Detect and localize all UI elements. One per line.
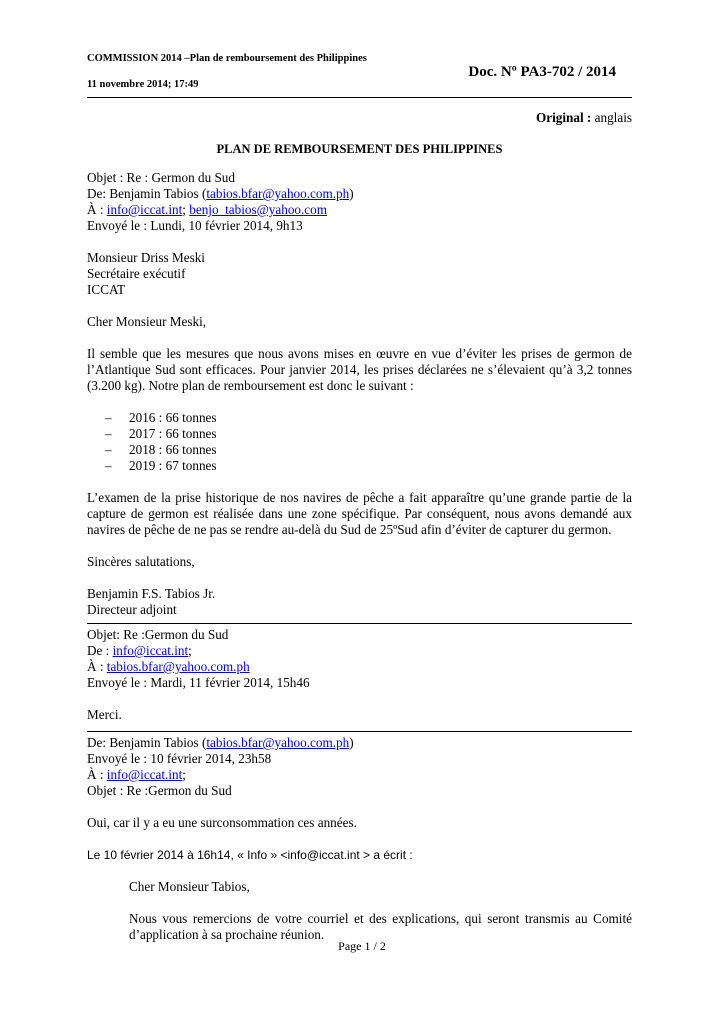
- letter-salutation: Cher Monsieur Meski,: [87, 314, 207, 329]
- email3-from-suffix: ): [349, 735, 354, 750]
- original-value: anglais: [594, 110, 632, 125]
- plan-item-text: 2018 : 66 tonnes: [129, 442, 217, 457]
- list-item: [87, 410, 632, 426]
- dash-bullet: –: [105, 426, 112, 441]
- email3-to: [87, 767, 632, 783]
- signer-title: Directeur adjoint: [87, 602, 177, 617]
- original-language: [536, 110, 632, 126]
- email1-sent: Envoyé le : Lundi, 10 février 2014, 9h13: [87, 218, 303, 233]
- header-divider: [87, 97, 632, 98]
- email2-sent: Envoyé le : Mardi, 11 février 2014, 15h46: [87, 675, 310, 690]
- email2-from: [87, 643, 632, 659]
- email2-body: Merci.: [87, 707, 122, 722]
- dash-bullet: –: [105, 442, 112, 457]
- email3-from-prefix: De: Benjamin Tabios (: [87, 735, 207, 750]
- letter-paragraph-2: L’examen de la prise historique de nos navires de pêche a fait apparaître qu’une grande partie de la capture de germon est réalisée dans une zone spécifique. Par conséquent, nous avons demandé aux navires de pêche de ne pas se rendre au-delà du Sud de 25ºSud afin d’éviter de capturer du germon.: [87, 490, 632, 537]
- email1-subject: Objet : Re : Germon du Sud: [87, 170, 235, 185]
- quote-salutation: Cher Monsieur Tabios,: [129, 879, 250, 894]
- page-number: Page 1 / 2: [338, 939, 386, 953]
- email3-to-prefix: À :: [87, 767, 107, 782]
- email3-to-email-link[interactable]: info@iccat.int: [106, 767, 183, 782]
- email1-to: [87, 202, 632, 218]
- letter-paragraph-1: Il semble que les mesures que nous avons mises en œuvre en vue d’éviter les prises de germon de l’Atlantique Sud sont efficaces. Pour janvier 2014, les prises déclarées ne s’élevaient qu’à 3,2 tonnes (3.200 kg). Notre plan de remboursement est donc le suivant :: [87, 346, 632, 393]
- email1-to-prefix: À :: [87, 202, 107, 217]
- list-item: [87, 458, 632, 474]
- email1-to-email1-link[interactable]: info@iccat.int: [106, 202, 183, 217]
- email1-from-suffix: ): [349, 186, 354, 201]
- recipient-name: Monsieur Driss Meski: [87, 250, 205, 265]
- plan-item-text: 2019 : 67 tonnes: [129, 458, 217, 473]
- quote-paragraph: Nous vous remercions de votre courriel et des explications, qui seront transmis au Comité d’application à sa prochaine réunion.: [129, 911, 632, 942]
- email2-subject: Objet: Re :Germon du Sud: [87, 627, 229, 642]
- email2-to-prefix: À :: [87, 659, 107, 674]
- email1-from: [87, 186, 632, 202]
- dash-bullet: –: [105, 458, 112, 473]
- recipient-org: ICCAT: [87, 282, 126, 297]
- quote-header: Le 10 février 2014 à 16h14, « Info » <info@iccat.int > a écrit :: [87, 848, 413, 862]
- email3-sent: Envoyé le : 10 février 2014, 23h58: [87, 751, 272, 766]
- header-commission: COMMISSION 2014 –Plan de remboursement des Philippines: [87, 53, 367, 64]
- header-doc-number: Doc. Nº PA3-702 / 2014: [468, 64, 616, 80]
- email2-to: [87, 659, 632, 675]
- document-body: [87, 170, 632, 943]
- dash-bullet: –: [105, 410, 112, 425]
- email2-from-prefix: De :: [87, 643, 113, 658]
- email1-from-email-link[interactable]: tabios.bfar@yahoo.com.ph: [206, 186, 350, 201]
- email3-to-suffix: ;: [182, 767, 186, 782]
- email3-body: Oui, car il y a eu une surconsommation ces années.: [87, 815, 357, 830]
- email2-to-email-link[interactable]: tabios.bfar@yahoo.com.ph: [106, 659, 250, 674]
- email3-from-email-link[interactable]: tabios.bfar@yahoo.com.ph: [206, 735, 350, 750]
- document-header: [87, 52, 632, 92]
- plan-item-text: 2016 : 66 tonnes: [129, 410, 217, 425]
- repayment-plan-list: [87, 410, 632, 474]
- document-title: PLAN DE REMBOURSEMENT DES PHILIPPINES: [216, 142, 503, 156]
- email1-to-separator: ;: [182, 202, 190, 217]
- recipient-title: Secrétaire exécutif: [87, 266, 186, 281]
- email-divider: [87, 623, 632, 624]
- list-item: [87, 426, 632, 442]
- signer-name: Benjamin F.S. Tabios Jr.: [87, 586, 216, 601]
- plan-item-text: 2017 : 66 tonnes: [129, 426, 217, 441]
- original-label: Original :: [536, 110, 592, 125]
- email3-from: [87, 735, 632, 751]
- email2-from-email-link[interactable]: info@iccat.int: [112, 643, 189, 658]
- email-divider: [87, 731, 632, 732]
- letter-closing: Sincères salutations,: [87, 554, 195, 569]
- email1-from-prefix: De: Benjamin Tabios (: [87, 186, 207, 201]
- list-item: [87, 442, 632, 458]
- email2-from-suffix: ;: [188, 643, 192, 658]
- email1-to-email2-link[interactable]: benjo_tabios@yahoo.com: [189, 202, 328, 217]
- header-date: 11 novembre 2014; 17:49: [87, 79, 199, 90]
- email3-subject: Objet : Re :Germon du Sud: [87, 783, 232, 798]
